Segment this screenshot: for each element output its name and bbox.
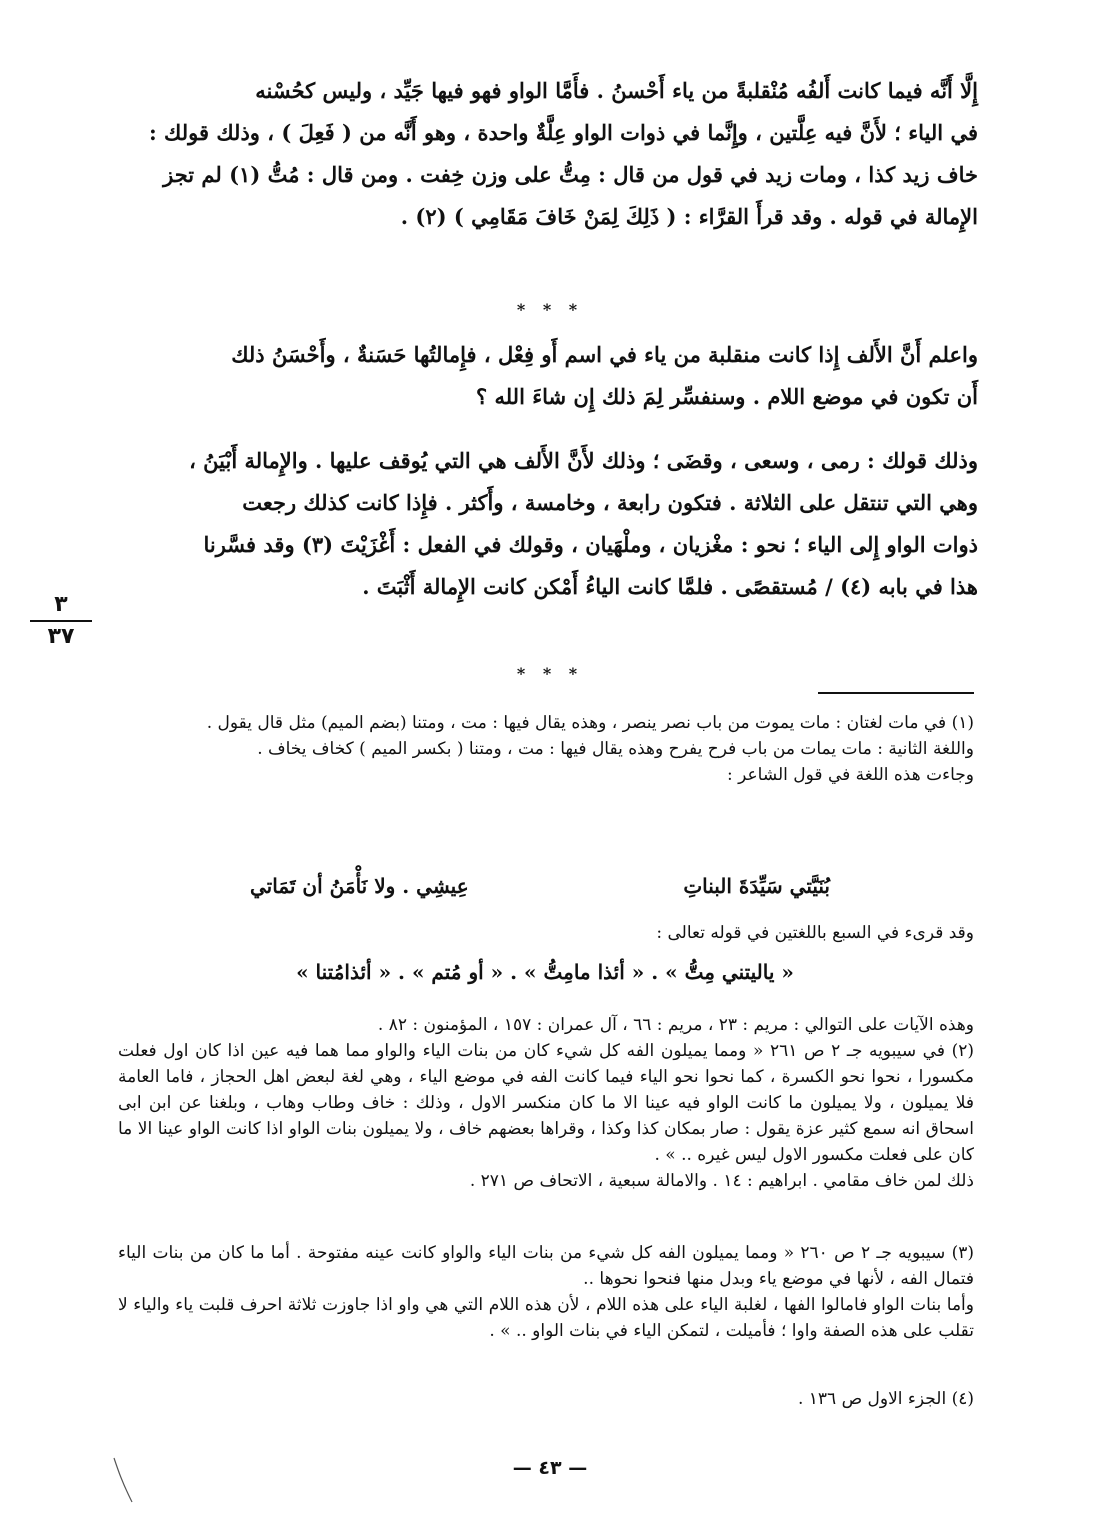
verse-second-hemistich: عِيشِي . ولا نَأْمَنُ أن تَمَاتي	[250, 874, 469, 898]
text-line: خاف زيد كذا ، ومات زيد في قول من قال : مِتُّ على وزن خِفت . ومن قال : مُتُّ (١) لم تجز	[163, 162, 978, 187]
page-number: — ٤٣ —	[512, 1457, 588, 1479]
text-line: وهي التي تنتقل على الثلاثة . فتكون رابعة ، وخامسة ، وأَكثر . فإِذا كانت كذلك رجعت	[242, 490, 978, 515]
footnote-text: واللغة الثانية : مات يمات من باب فرح يفرح وهذه يقال فيها : مت ، ومتنا ( بكسر الميم ) كخاف يخاف .	[257, 739, 974, 759]
footnote-1	[118, 710, 974, 788]
main-paragraph-2	[110, 334, 978, 418]
footnote-text: (٢) في سيبويه جـ ٢ ص ٢٦١ « ومما يميلون الفه كل شيء كان من بنات الياء والواو مما هما فيه عين اذا كان اول فعلت مكسورا ، نحوا نحو الكسرة ، كما نحوا نحو الياء فيما كانت الفه في موضع الياء ، وهي لغة لبعض اهل الحجاز ، فاما العامة فلا يميلون ، ولا يميلون ما كانت الواو فيه عينا الا ما كان منكسر الاول ، وذلك : خاف وطاب وهاب ، وبلغنا عن ابن ابى اسحاق انه سمع كثير عزة يقول : صار بمكان كذا وكذا ، وقراها بعضهم خاف ، ولا يميلون بنات الواو اذا كانت الواو عينا الا ما كان على فعلت مكسور الاول ليس غيره .. » .	[118, 1041, 974, 1165]
scan-mark	[108, 1456, 138, 1506]
section-divider-stars: * * *	[516, 300, 584, 319]
text-line: إِلَّا أَنَّه فيما كانت أَلفُه مُنْقلبةً من ياء أَحْسنُ . فأَمَّا الواو فهو فيها جَيِّد ، وليس كحُسْنه	[255, 78, 978, 103]
footnote-text: (١) في مات لغتان : مات يموت من باب نصر ينصر ، وهذه يقال فيها : مت ، ومتنا (بضم الميم) مثل قال يقول .	[206, 713, 974, 733]
footnote-text: (٤) الجزء الاول ص ١٣٦ .	[797, 1389, 974, 1409]
footnote-3	[118, 1240, 974, 1344]
text-line: الإِمالة في قوله . وقد قرأَ القرَّاء : ( ذَلِكَ لِمَنْ خَافَ مَقَامِي ) (٢) .	[400, 204, 978, 229]
main-paragraph-3	[110, 440, 978, 608]
footnote-text: (٣) سيبويه جـ ٢ ص ٢٦٠ « ومما يميلون الفه كل شيء من بنات الياء والواو كانت عينه مفتوحة . أما ما كان من بنات الياء فتمال الفه ، لأنها في موضع ياء وبدل منها فنحوا نحوها ..	[118, 1243, 974, 1289]
footnote-text: ذلك لمن خاف مقامي . ابراهيم : ١٤ . والامالة سبعية ، الاتحاف ص ٢٧١ .	[469, 1171, 974, 1191]
margin-volume-number: ٣	[54, 592, 68, 617]
footnote-1-end-and-2	[118, 1012, 974, 1194]
section-divider-stars-2: * * *	[516, 664, 584, 683]
text-line: واعلم أَنَّ الأَلف إِذا كانت منقلبة من ياء في اسم أَو فِعْل ، فإِمالتُها حَسَنةٌ ، وأَحْسَنُ ذلك	[231, 342, 978, 367]
footnote-text: وجاءت هذه اللغة في قول الشاعر :	[726, 765, 974, 785]
poetry-verse	[250, 874, 830, 898]
margin-page-reference	[30, 592, 92, 650]
footnote-1-cont	[118, 920, 974, 946]
margin-rule	[30, 620, 92, 622]
margin-page-number: ٣٧	[47, 624, 75, 649]
verse-first-hemistich: بُنَيَّتي سَيِّدَةَ البناتِ	[683, 874, 830, 898]
footnote-4	[118, 1386, 974, 1412]
text-line: هذا في بابه (٤) / مُستقصًى . فلمَّا كانت الياءُ أَمْكن كانت الإِمالة أَثْبَتَ .	[362, 574, 978, 599]
quran-quotes: « ياليتني مِتُّ » . « أئذا مامِتُّ » . « أو مُتم » . « أئذامُتنا »	[296, 960, 794, 984]
footnote-text: وأما بنات الواو فامالوا الفها ، لغلبة الياء على هذه اللام ، لأن هذه اللام التي هي واو اذا جاوزت ثلاثة احرف قلبت ياء والياء لا تقلب على هذه الصفة واوا ؛ فأميلت ، لتمكن الياء في بنات الواو .. » .	[118, 1295, 974, 1341]
footnote-separator	[818, 692, 974, 694]
text-line: أَن تكون في موضع اللام . وسنفسِّر لِمَ ذلك إِن شاءَ الله ؟	[476, 384, 978, 409]
main-paragraph-1	[110, 70, 978, 238]
footnote-text: وقد قرىء في السبع باللغتين في قوله تعالى :	[656, 923, 974, 943]
text-line: وذلك قولك : رمى ، وسعى ، وقضَى ؛ وذلك لأَنَّ الأَلف هي التي يُوقف عليها . والإِمالة أَبْيَنُ ،	[189, 448, 978, 473]
footnote-text: وهذه الآيات على التوالي : مريم : ٢٣ ، مريم : ٦٦ ، آل عمران : ١٥٧ ، المؤمنون : ٨٢ .	[377, 1015, 974, 1035]
text-line: ذوات الواو إِلى الياء ؛ نحو : مغْزيان ، وملْهَيان ، وقولك في الفعل : أَغْزَيْتَ (٣) وقد فسَّرنا	[203, 532, 978, 557]
text-line: في الياء ؛ لأَنَّ فيه عِلَّتين ، وإِنَّما في ذوات الواو عِلَّةٌ واحدة ، وهو أَنَّه من ( فَعِلَ ) ، وذلك قولك :	[148, 120, 978, 145]
